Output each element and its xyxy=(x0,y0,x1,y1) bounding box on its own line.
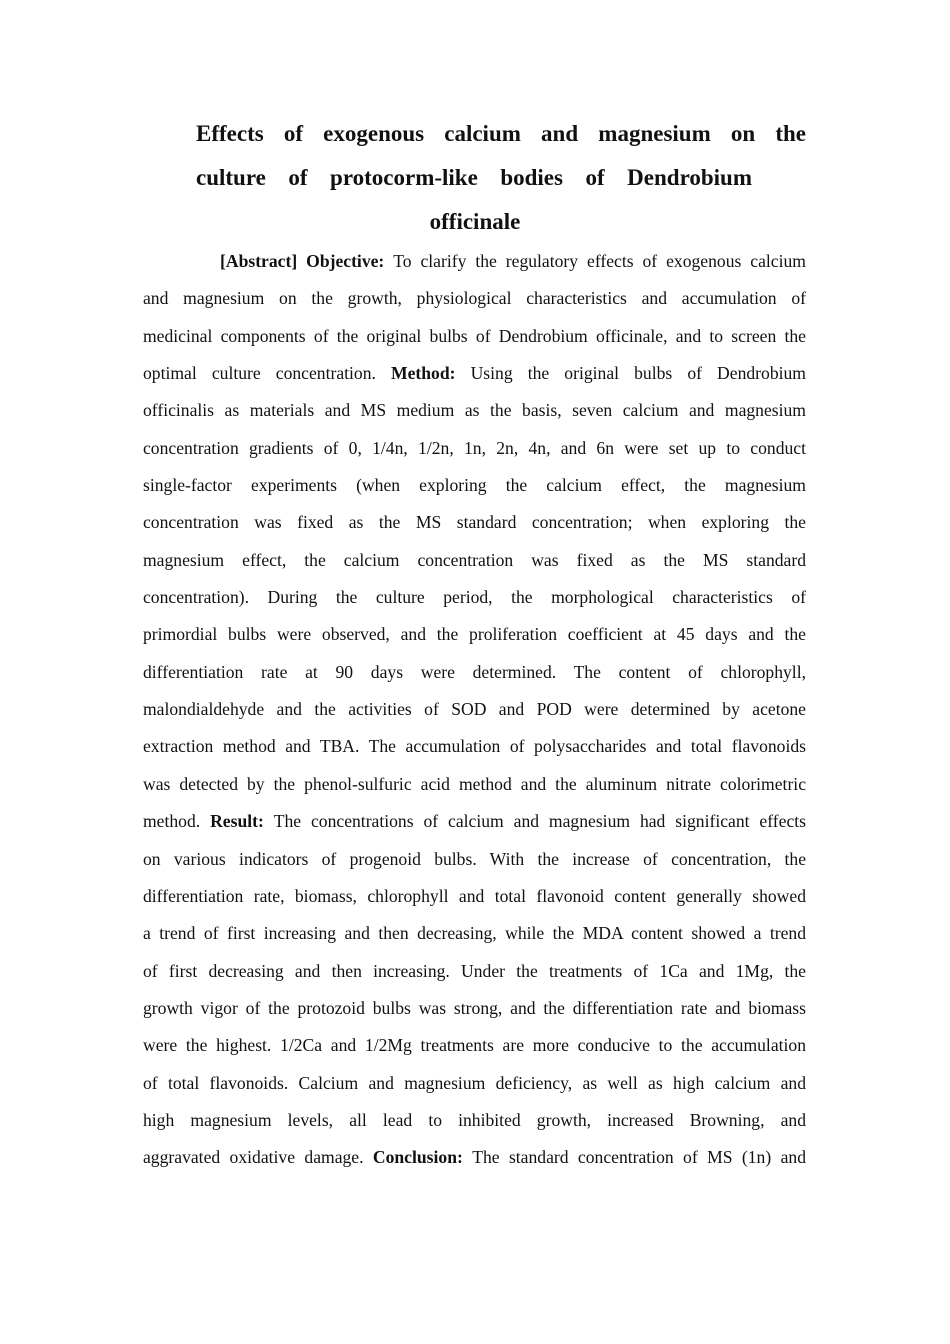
abstract-text: magnesium effect, the calcium concentration was fixed as the MS standard xyxy=(143,549,806,570)
abstract-text: extraction method and TBA. The accumulation of polysaccharides and total flavonoids xyxy=(143,736,806,757)
abstract-text: method. xyxy=(143,811,211,832)
title-line-3: officinale xyxy=(429,209,521,234)
title-line-1: Effects of exogenous calcium and magnesium on the xyxy=(196,121,806,146)
abstract-line xyxy=(143,280,806,317)
abstract-line xyxy=(143,579,806,616)
abstract-heading: [Abstract] Objective: xyxy=(220,251,394,271)
abstract-line xyxy=(143,1139,806,1176)
abstract-text: primordial bulbs were observed, and the proliferation coefficient at 45 days and the xyxy=(143,624,806,645)
abstract-text: growth vigor of the protozoid bulbs was strong, and the differentiation rate and biomass xyxy=(143,997,806,1018)
abstract-text: medicinal components of the original bulbs of Dendrobium officinale, and to screen the xyxy=(143,325,806,346)
abstract-text: on various indicators of progenoid bulbs. With the increase of concentration, the xyxy=(143,848,806,869)
abstract-text: The concentrations of calcium and magnesium had significant effects xyxy=(273,811,806,832)
abstract-line xyxy=(143,355,806,392)
abstract-line xyxy=(143,616,806,653)
abstract-text: The standard concentration of MS (1n) and xyxy=(472,1147,806,1168)
abstract-heading: Result: xyxy=(210,811,274,832)
abstract-heading: Method: xyxy=(391,363,471,384)
abstract-text: differentiation rate, biomass, chlorophyll and total flavonoid content generally showed xyxy=(143,885,806,906)
abstract-line xyxy=(143,318,806,355)
abstract-heading: Conclusion: xyxy=(372,1147,473,1168)
abstract-text: single-factor experiments (when exploring the calcium effect, the magnesium xyxy=(143,475,806,496)
abstract-line xyxy=(143,1065,806,1102)
abstract-text: concentration). During the culture period, the morphological characteristics of xyxy=(143,587,806,608)
abstract-text: high magnesium levels, all lead to inhibited growth, increased Browning, and xyxy=(143,1109,806,1130)
abstract-text: a trend of first increasing and then decreasing, while the MDA content showed a trend xyxy=(143,923,806,944)
paper-title xyxy=(196,112,806,244)
abstract-text: officinalis as materials and MS medium as the basis, seven calcium and magnesium xyxy=(143,400,806,421)
abstract-line xyxy=(143,803,806,840)
abstract-line xyxy=(143,654,806,691)
abstract-text: Using the original bulbs of Dendrobium xyxy=(470,363,806,384)
title-line-2: culture of protocorm-like bodies of Dendrobium xyxy=(196,165,752,190)
abstract-line xyxy=(143,1027,806,1064)
abstract-line xyxy=(143,878,806,915)
abstract-text: and magnesium on the growth, physiological characteristics and accumulation of xyxy=(143,288,806,309)
abstract-line xyxy=(143,990,806,1027)
abstract-line xyxy=(143,392,806,429)
abstract-text: aggravated oxidative damage. xyxy=(143,1147,373,1168)
abstract-text: concentration was fixed as the MS standard concentration; when exploring the xyxy=(143,512,806,533)
abstract-line xyxy=(143,766,806,803)
abstract-text: were the highest. 1/2Ca and 1/2Mg treatments are more conducive to the accumulation xyxy=(143,1035,806,1056)
abstract-text: differentiation rate at 90 days were determined. The content of chlorophyll, xyxy=(143,661,806,682)
abstract-line xyxy=(143,728,806,765)
abstract-text: To clarify the regulatory effects of exogenous calcium xyxy=(393,251,806,271)
abstract-line xyxy=(143,953,806,990)
abstract-text: optimal culture concentration. xyxy=(143,363,391,384)
abstract-body xyxy=(143,243,806,1177)
abstract-line xyxy=(143,915,806,952)
abstract-line xyxy=(143,504,806,541)
abstract-text: concentration gradients of 0, 1/4n, 1/2n, 1n, 2n, 4n, and 6n were set up to conduct xyxy=(143,437,806,458)
abstract-text: of total flavonoids. Calcium and magnesium deficiency, as well as high calcium and xyxy=(143,1072,806,1093)
abstract-text: malondialdehyde and the activities of SOD and POD were determined by acetone xyxy=(143,699,806,720)
abstract-line xyxy=(143,467,806,504)
abstract-text: was detected by the phenol-sulfuric acid method and the aluminum nitrate colorimetric xyxy=(143,773,806,794)
abstract-text: of first decreasing and then increasing. Under the treatments of 1Ca and 1Mg, the xyxy=(143,960,806,981)
abstract-line xyxy=(143,243,806,280)
abstract-line xyxy=(143,691,806,728)
abstract-line xyxy=(143,841,806,878)
abstract-line xyxy=(143,1102,806,1139)
abstract-line xyxy=(143,542,806,579)
abstract-line xyxy=(143,430,806,467)
